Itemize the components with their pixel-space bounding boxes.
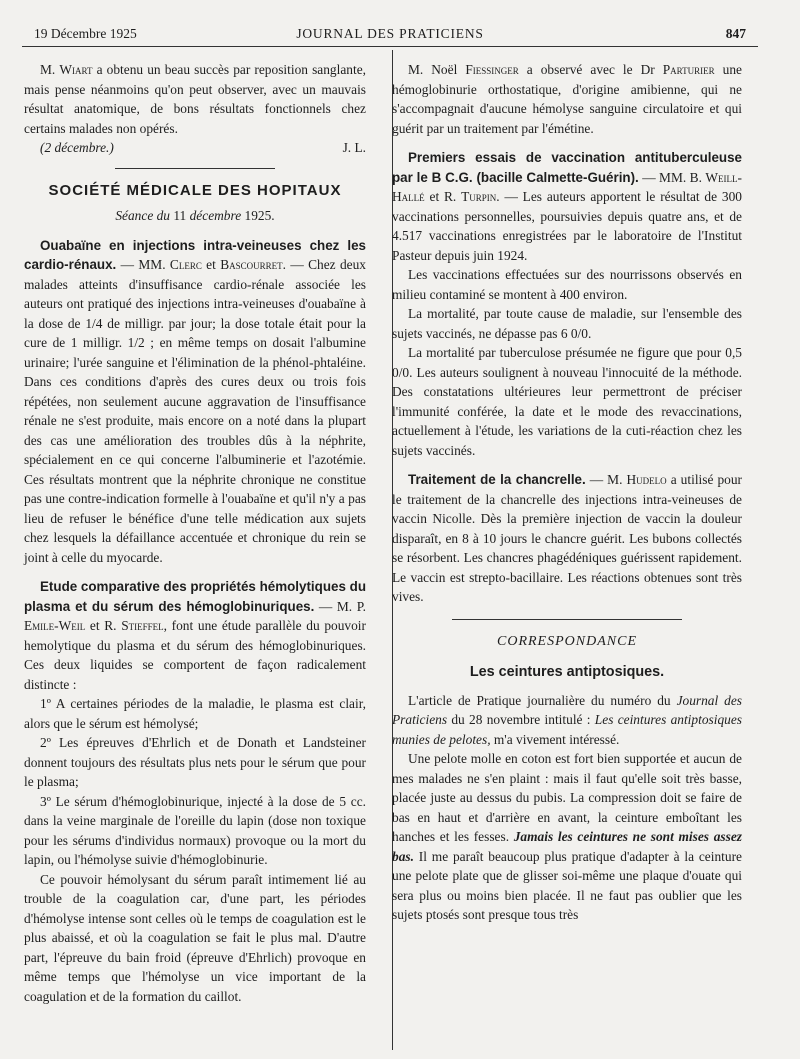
signature-initials: J. L. <box>342 140 366 155</box>
correspondance-heading: CORRESPONDANCE <box>497 633 637 649</box>
right-column <box>392 60 742 925</box>
paragraph: La mortalité, par toute cause de maladie, sur l'ensemble des sujets vaccinés, ne dépasse pas 6 0/0. <box>392 306 742 341</box>
article-title: Traitement de la chancrelle. <box>408 472 586 487</box>
list-item: 2º Les épreuves d'Ehrlich et de Donath et Landsteiner donnent toujours des résultats plus nets pour le sérum que pour le plasma; <box>24 735 366 789</box>
fiessinger-paragraph: M. Noël Fiessinger a observé avec le Dr Parturier une hémoglobinurie orthostatique, d'origine amibienne, qui ne s'accompagnait d'aucune hémolyse sanguine circulatoire et qui guérit par un traitement par l'émétine. <box>392 62 742 136</box>
article-hemolytic: Etude comparative des propriétés hémolytiques du plasma et du sérum des hémoglobinuriques. — M. P. Emile-Weil et R. Stieffel, font une étude parallèle du pouvoir hemolytique du plasma et du sérum des hémoglobinuriques. Ces deux liquides se comportent de façon radicalement distincte : <box>24 579 366 692</box>
paragraph: L'article de Pratique journalière du numéro du Journal des Praticiens du 28 novembre intitulé : Les ceintures antiptosiques munies de pelotes, m'a vivement intéressé. <box>392 692 743 747</box>
header-rule <box>22 46 758 47</box>
society-title: SOCIÉTÉ MÉDICALE DES HOPITAUX <box>48 181 342 199</box>
header-page-number: 847 <box>725 26 746 41</box>
paragraph: Ce pouvoir hémolysant du sérum paraît intimement lié au trouble de la coagulation car, d'une part, les périodes d'hémolyse intense sont celles où le temps de coagulation est le plus abaissé, et où la coagulation se fait le plus mal. D'autre part, l'épreuve du bain froid (épreuve d'Ehrlich) provoque en même temps que l'hémolyse un vice important de la coagulation et de la formation du caillot. <box>24 871 366 1004</box>
section-divider <box>452 619 682 620</box>
article-title: Etude comparative des propriétés hémolytiques du plasma et du sérum des hémoglobinuriques. <box>24 579 366 614</box>
article-chancrelle: Traitement de la chancrelle. — M. Hudelo a utilisé pour le traitement de la chancrelle des injections intra-veineuses de vaccin Nicolle. Dès la première injection de vaccin la douleur disparaît, en 8 à 10 jours le chancre guérit. Les bubons collectés se résorbent. Les chancres phagédéniques guérissent rapidement. Le vaccin est strepto-bacillaire. Les réactions obtenues sont très vives. <box>392 472 742 604</box>
header-date: 19 Décembre 1925 <box>34 26 137 41</box>
wiart-paragraph: M. Wiart a obtenu un beau succès par reposition sanglante, mais pense néanmoins qu'on peut observer, avec un mauvais résultat anatomique, de bons résultats fonctionnels chez certains malades non opérés. <box>24 62 366 136</box>
section-divider <box>115 168 275 169</box>
paragraph: La mortalité par tuberculose présumée ne figure que pour 0,5 0/0. Les auteurs soulignent à nouveau l'innocuité de la méthode. Des constatations ultérieures leur permettront de préciser l'immunité conférée, la date et le mode des revaccinations, actuellement à l'étude, les variations de la cuti-réaction chez les sujets vaccinés. <box>392 345 742 458</box>
article-title: Premiers essais de vaccination antituberculeuse par le B C.G. (bacille Calmette-Guérin). <box>392 150 742 185</box>
page-header <box>34 26 746 46</box>
article-title: Ouabaïne en injections intra-veineuses chez les cardio-rénaux. <box>24 237 366 272</box>
left-column <box>24 60 366 1006</box>
article-ouabaine: Ouabaïne en injections intra-veineuses chez les cardio-rénaux. — MM. Clerc et Bascourret. — Chez deux malades atteints d'insuffisance cardio-rénale associée les auteurs ont pratiqué des injections intra-veineuses d'ouabaïne à la dose de 1/4 de milligr. par jour; la dose totale était pour la cure de 1 milligr. 1/2 ; en même temps on dosait l'albumine urinaire; l'urée sanguine et l'élimination de la phénol-phtaléine. Dans ces conditions d'après des cures deux ou trois fois répétées, non seulement aucune aggravation de l'insuffisance rénale ne s'est produite, mais encore on a noté dans la plupart des cas une amélioration des troubles dûs à la néphrite, spécialement en ce qui concerne l'albuminerie et l'azotémie. Ces résultats montrent que la néphrite chronique ne constitue pas une contre-indication formelle à l'ouabaïne et qu'il n'y a pas lieu de refuser le bénéfice d'une telle médication aux sujets chez lesquels la défaillance accentuée et chronique du rein se joint à celle du myocarde. <box>24 237 366 565</box>
letter-title: Les ceintures antiptosiques. <box>469 664 665 680</box>
header-journal-title: JOURNAL DES PRATICIENS <box>296 26 484 41</box>
article-bcg-vaccination: Premiers essais de vaccination antituberculeuse par le B C.G. (bacille Calmette-Guérin). — MM. B. Weill-Hallé et R. Turpin. — Les auteurs apportent le résultat de 300 vaccinations personnelles, poursuivies depuis quatre ans, et de 4.517 vaccinations enregistrées par le laboratoire de l'Institut Pasteur depuis juin 1924. <box>392 150 742 263</box>
signature-line: (2 décembre.) J. L. <box>24 138 366 158</box>
list-item: 3º Le sérum d'hémoglobinurique, injecté à la dose de 5 cc. dans la veine marginale de l'oreille du lapin (dose non toxique pour les sérums d'individus normaux) provoque ou la mort du lapin, ou l'hémolyse suivie d'hémoglobinurie. <box>24 793 366 867</box>
paragraph: Les vaccinations effectuées sur des nourrissons observés en milieu contaminé se montent à 400 environ. <box>392 267 742 302</box>
seance-line: Séance du 11 décembre 1925. <box>115 208 275 223</box>
list-item: 1º A certaines périodes de la maladie, le plasma est clair, alors que le sérum est hémolysé; <box>24 696 366 731</box>
paragraph: Une pelote molle en coton est fort bien supportée et aucun de mes malades ne s'en plaint : mais il faut qu'elle soit très basse, placée juste au dessus du pubis. La compression doit se faire de bas en haut et d'arrière en avant, la ceinture emboîtant les hanches et les fesses. Jamais les ceintures ne sont mises assez bas. Il me paraît beaucoup plus pratique d'adapter à la ceinture une pelote plate que de glisser soi-même une plaque d'ouate qui sera plus ou moins bien placée. Il ne faut pas oublier que les sujets ptosés sont presque tous très <box>392 751 742 922</box>
